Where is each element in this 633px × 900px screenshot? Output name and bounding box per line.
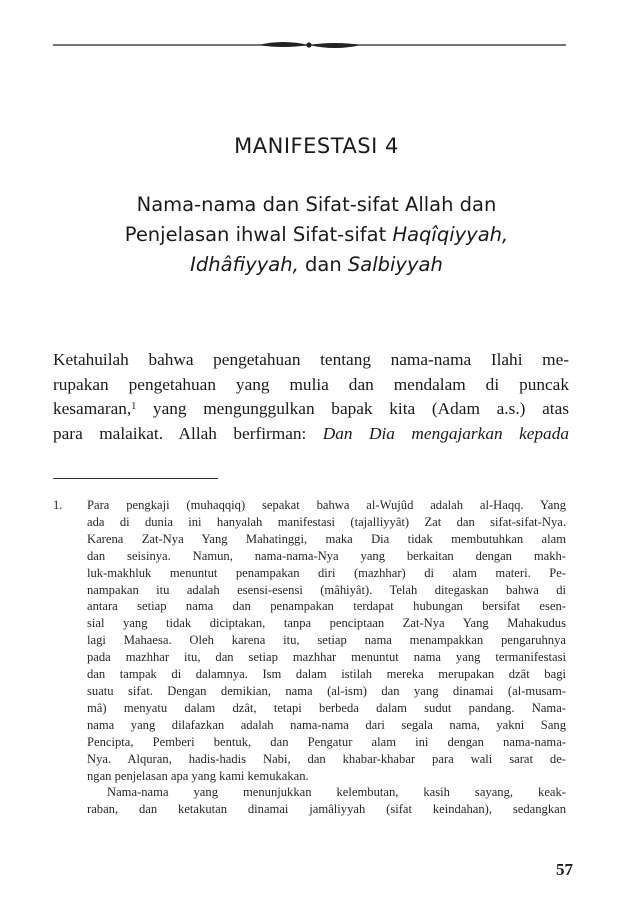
footnote-line: ngan penjelasan apa yang kami kemukakan. [87, 768, 309, 783]
footnote-line: antara setiap nama dan penampakan terdapat hubungan bersifat esen- [87, 599, 566, 614]
footnote-line: Para pengkaji (muhaqqiq) sepakat bahwa al-Wujûd adalah al-Haqq. Yang [87, 498, 566, 512]
footnote-line: pada mazhhar itu, dan setiap mazhhar menuntut nama yang termanifestasi [87, 650, 566, 665]
footnote-reference[interactable]: 1 [131, 401, 137, 412]
header-ornament-rule [53, 38, 566, 52]
footnote-line: Pencipta, Pemberi bentuk, dan Pengatur alam ini dengan nama-nama- [87, 734, 566, 749]
footnote-line: lagi Mahaesa. Oleh karena itu, setiap nama menampakkan pengaruhnya [87, 633, 566, 648]
chapter-label: MANIFESTASI 4 [234, 134, 399, 158]
footnote-line: raban, dan ketakutan dinamai jamâliyyah (sifat keindahan), sedangkan [87, 802, 566, 817]
body-line: kesamaran,$^1$ yang mengunggulkan bapak kita (Adam a.s.) atas [53, 399, 569, 418]
footnote-line: suatu sifat. Dengan demikian, nama (al-ism) dan yang dinamai (al-musam- [87, 683, 566, 698]
body-paragraph [53, 348, 569, 446]
footnote-line: nampakan itu adalah esensi-esensi (mâhiyât). Telah ditegaskan bahwa di [87, 582, 566, 597]
subtitle-line-2: Penjelasan ihwal Sifat-sifat Haqîqiyyah, [124, 223, 509, 246]
footnote-line: ada di dunia ini hanyalah manifestasi (tajalliyyât) Zat dan sifat-sifat-Nya. [87, 514, 566, 529]
page-number: 57 [556, 860, 573, 879]
footnote-text [87, 497, 566, 818]
body-line: Ketahuilah bahwa pengetahuan tentang nama-nama Ilahi me- [53, 350, 569, 369]
footnote-line: dan tampak di dalamnya. Ism dalam istilah mereka merupakan dzât bagi [87, 667, 566, 682]
footnote-line: Nya. Alquran, hadis-hadis Nabi, dan khabar-khabar para wali sarat de- [87, 751, 566, 766]
body-line: rupakan pengetahuan yang mulia dan mendalam di puncak [53, 374, 569, 394]
footnote-line: luk-makhluk menuntut penampakan diri (mazhhar) di alam materi. Pe- [87, 565, 566, 580]
chapter-subtitle [0, 190, 633, 280]
subtitle-line-3: Idhâfiyyah, dan Salbiyyah [190, 253, 443, 276]
body-line: para malaikat. Allah berfirman: Dan Dia mengajarkan kepada [53, 423, 569, 443]
footnote-number: 1. [53, 498, 63, 512]
subtitle-line-1: Nama-nama dan Sifat-sifat Allah dan [136, 193, 497, 216]
footnote-line: nama yang dilafazkan adalah nama-nama dari segala nama, yakni Sang [87, 717, 566, 732]
footnote-line: mâ) menyatu dalam dzât, tetapi berbeda dalam sudut pandang. Nama- [87, 700, 566, 715]
footnote-line: dan seisinya. Namun, nama-nama-Nya yang berkaitan dengan makh- [87, 548, 566, 563]
footnote-line: Nama-nama yang menunjukkan kelembutan, kasih sayang, keak- [107, 785, 566, 800]
footnote-line: sial yang tidak diciptakan, tanpa penciptaan Zat-Nya Yang Mahakudus [87, 616, 566, 631]
footnote-line: Karena Zat-Nya Yang Mahatinggi, maka Dia tidak membutuhkan alam [87, 531, 566, 546]
footnote-divider [53, 478, 218, 479]
